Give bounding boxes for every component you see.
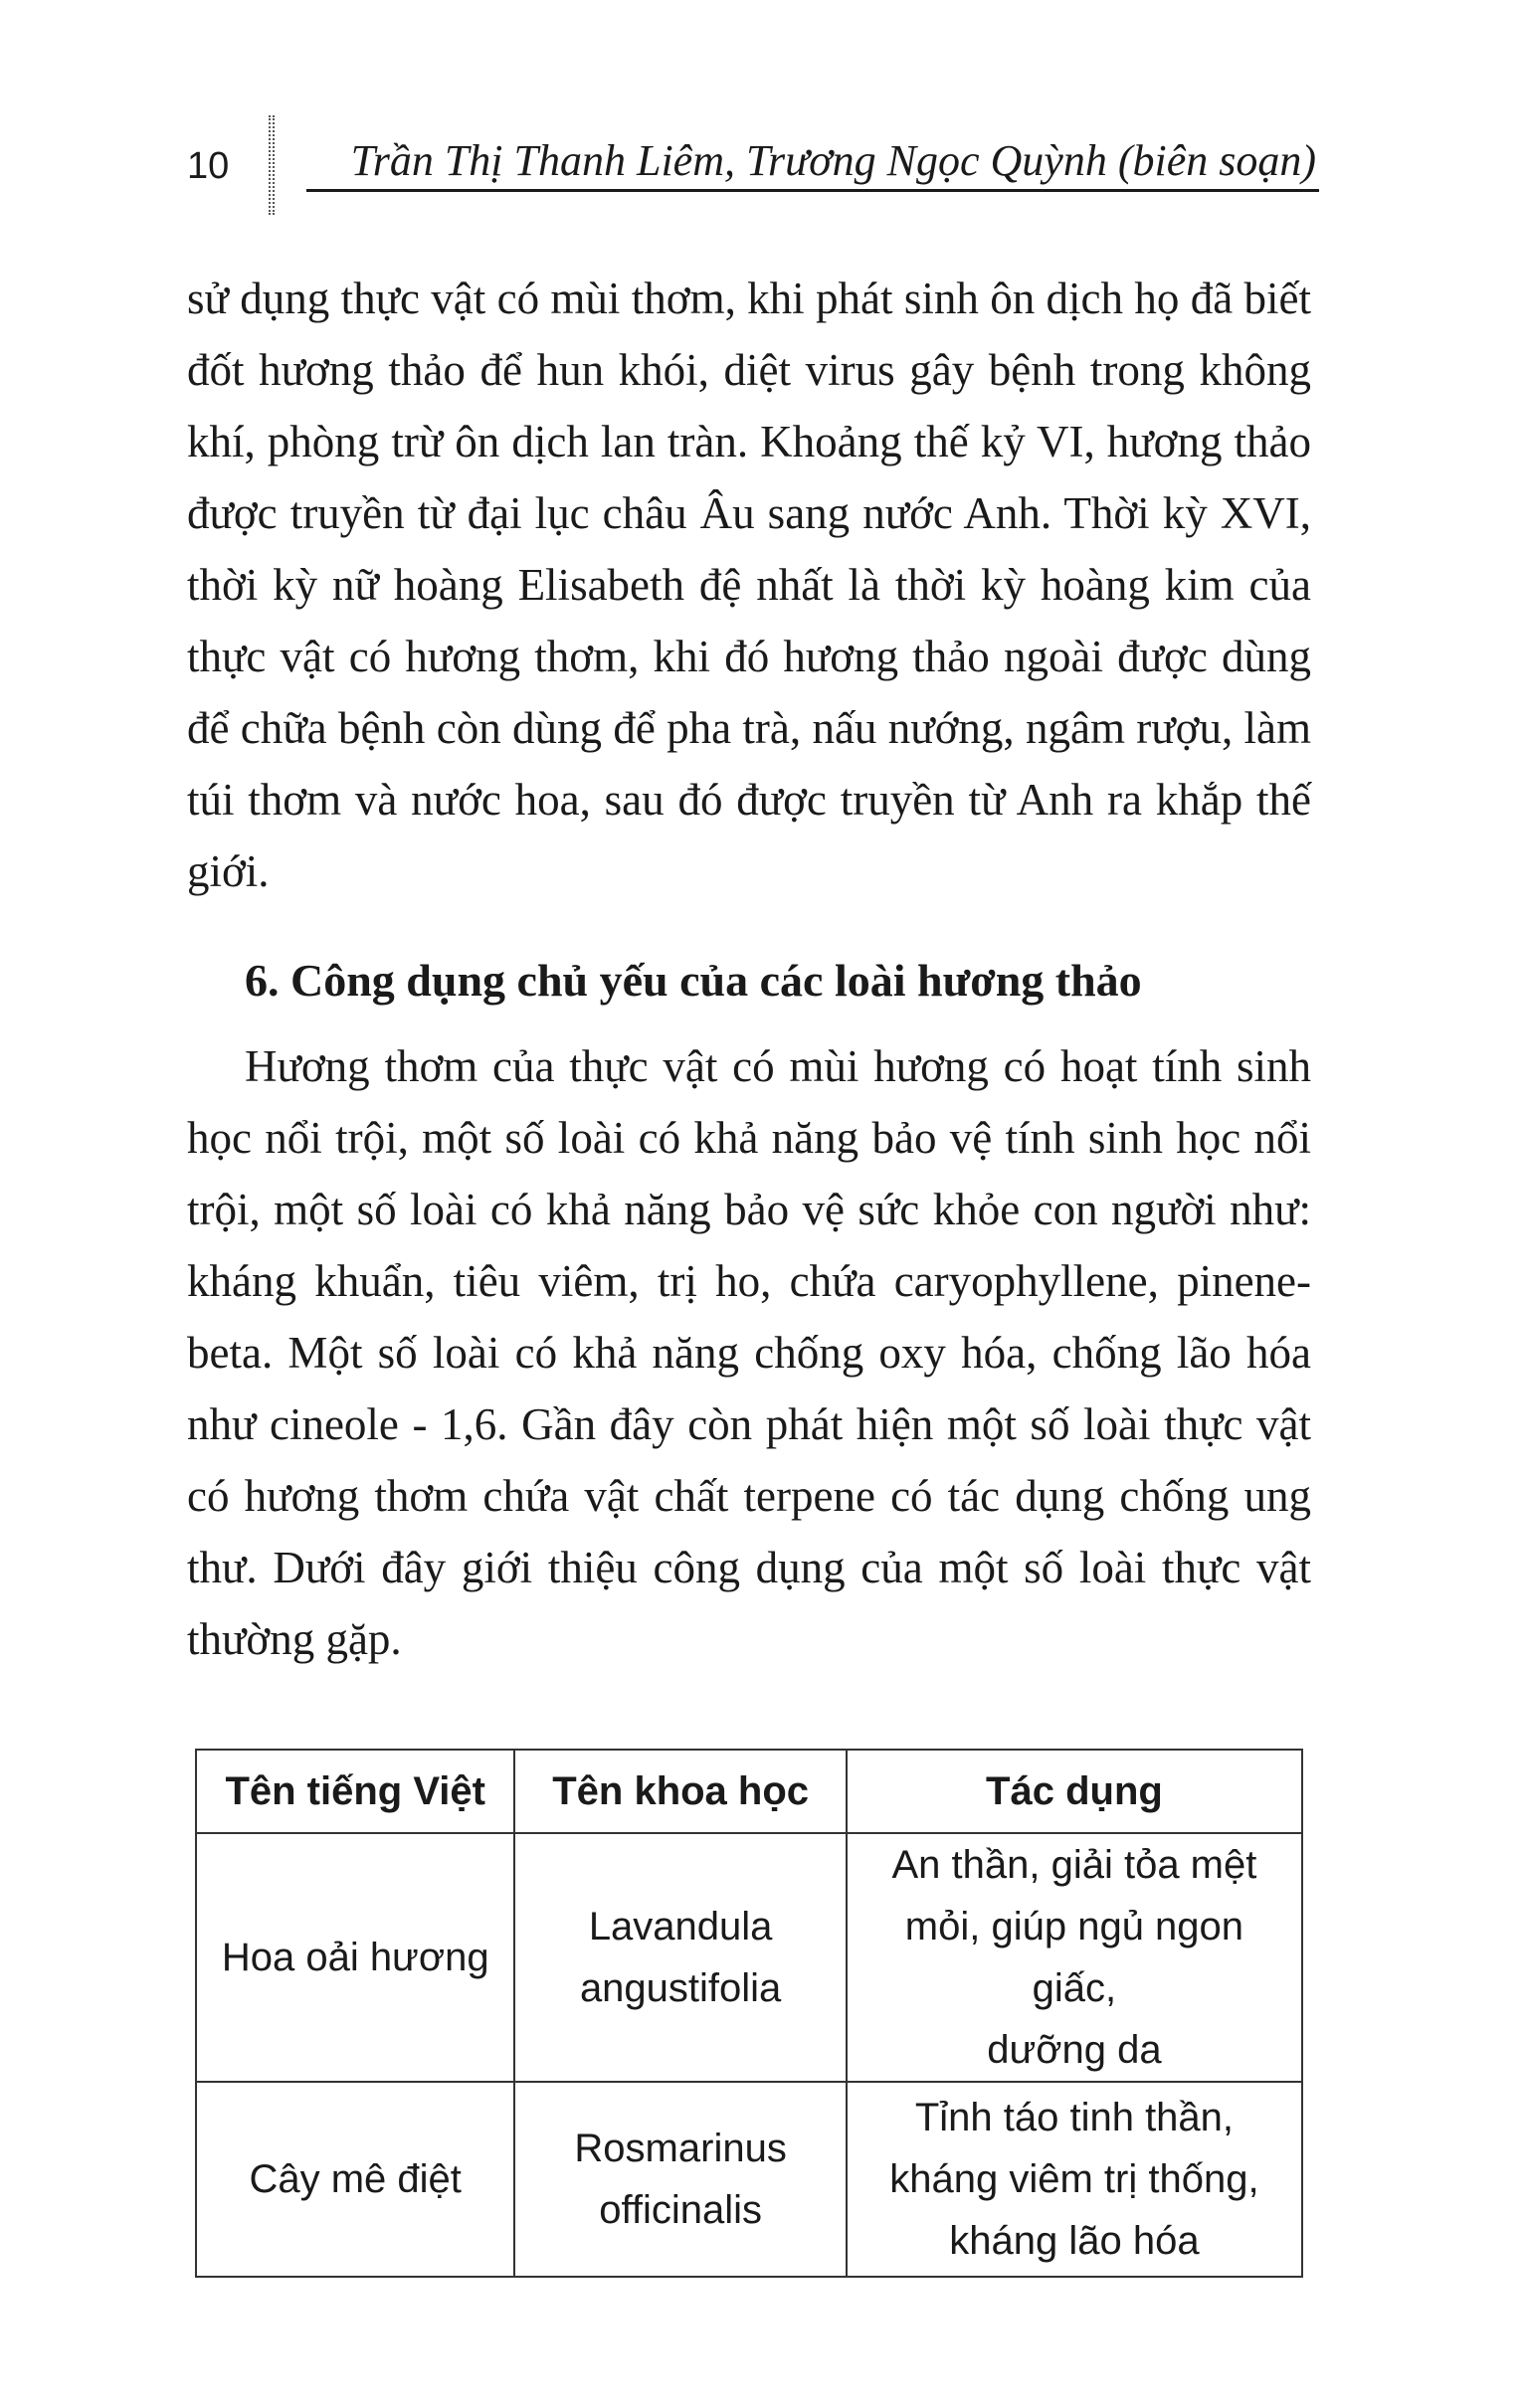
table-cell-scientific-name — [514, 1833, 846, 2082]
column-header-scientific-name: Tên khoa học — [514, 1750, 846, 1833]
plant-uses-table — [195, 1749, 1303, 2278]
header-rule — [306, 189, 1319, 192]
section-heading: 6. Công dụng chủ yếu của các loài hương thảo — [245, 955, 1142, 1006]
cell-text: An thần, giải tỏa mệt mỏi, giúp ngủ ngon giấc, dưỡng da — [891, 1843, 1257, 2072]
body-paragraph-2: Hương thơm của thực vật có mùi hương có hoạt tính sinh học nổi trội, một số loài có khả năng bảo vệ tính sinh học nổi trội, một số loài có khả năng bảo vệ sức khỏe con người như: kháng khuẩn, tiêu viêm, trị ho, chứa caryophyllene, pinene-beta. Một số loài có khả năng chống oxy hóa, chống lão hóa như cineole - 1,6. Gần đây còn phát hiện một số loài thực vật có hương thơm chứa vật chất terpene có tác dụng chống ung thư. Dưới đây giới thiệu công dụng của một số loài thực vật thường gặp. — [187, 1041, 1311, 1664]
table-cell-vietnamese-name — [196, 1833, 514, 2082]
cell-text: Tỉnh táo tinh thần, kháng viêm trị thống, kháng lão hóa — [889, 2096, 1259, 2263]
cell-text: Hoa oải hương — [221, 1936, 489, 1979]
cell-text: Cây mê điệt — [249, 2157, 462, 2201]
table-cell-scientific-name — [514, 2082, 846, 2277]
table-header-row — [196, 1750, 1302, 1833]
table-cell-uses — [847, 2082, 1302, 2277]
column-header-uses: Tác dụng — [847, 1750, 1302, 1833]
table-cell-uses — [847, 1833, 1302, 2082]
cell-text: Lavandula angustifolia — [579, 1905, 782, 2010]
table-row — [196, 1833, 1302, 2082]
header-divider — [269, 115, 275, 215]
column-header-vietnamese-name: Tên tiếng Việt — [196, 1750, 514, 1833]
body-paragraph-1: sử dụng thực vật có mùi thơm, khi phát sinh ôn dịch họ đã biết đốt hương thảo để hun khói, diệt virus gây bệnh trong không khí, phòng trừ ôn dịch lan tràn. Khoảng thế kỷ VI, hương thảo được truyền từ đại lục châu Âu sang nước Anh. Thời kỳ XVI, thời kỳ nữ hoàng Elisabeth đệ nhất là thời kỳ hoàng kim của thực vật có hương thơm, khi đó hương thảo ngoài được dùng để chữa bệnh còn dùng để pha trà, nấu nướng, ngâm rượu, làm túi thơm và nước hoa, sau đó được truyền từ Anh ra khắp thế giới. — [187, 274, 1311, 896]
page-number: 10 — [187, 145, 230, 187]
table-row — [196, 2082, 1302, 2277]
table-cell-vietnamese-name — [196, 2082, 514, 2277]
running-title: Trần Thị Thanh Liêm, Trương Ngọc Quỳnh (biên soạn) — [350, 136, 1316, 185]
cell-text: Rosmarinus officinalis — [574, 2127, 787, 2232]
